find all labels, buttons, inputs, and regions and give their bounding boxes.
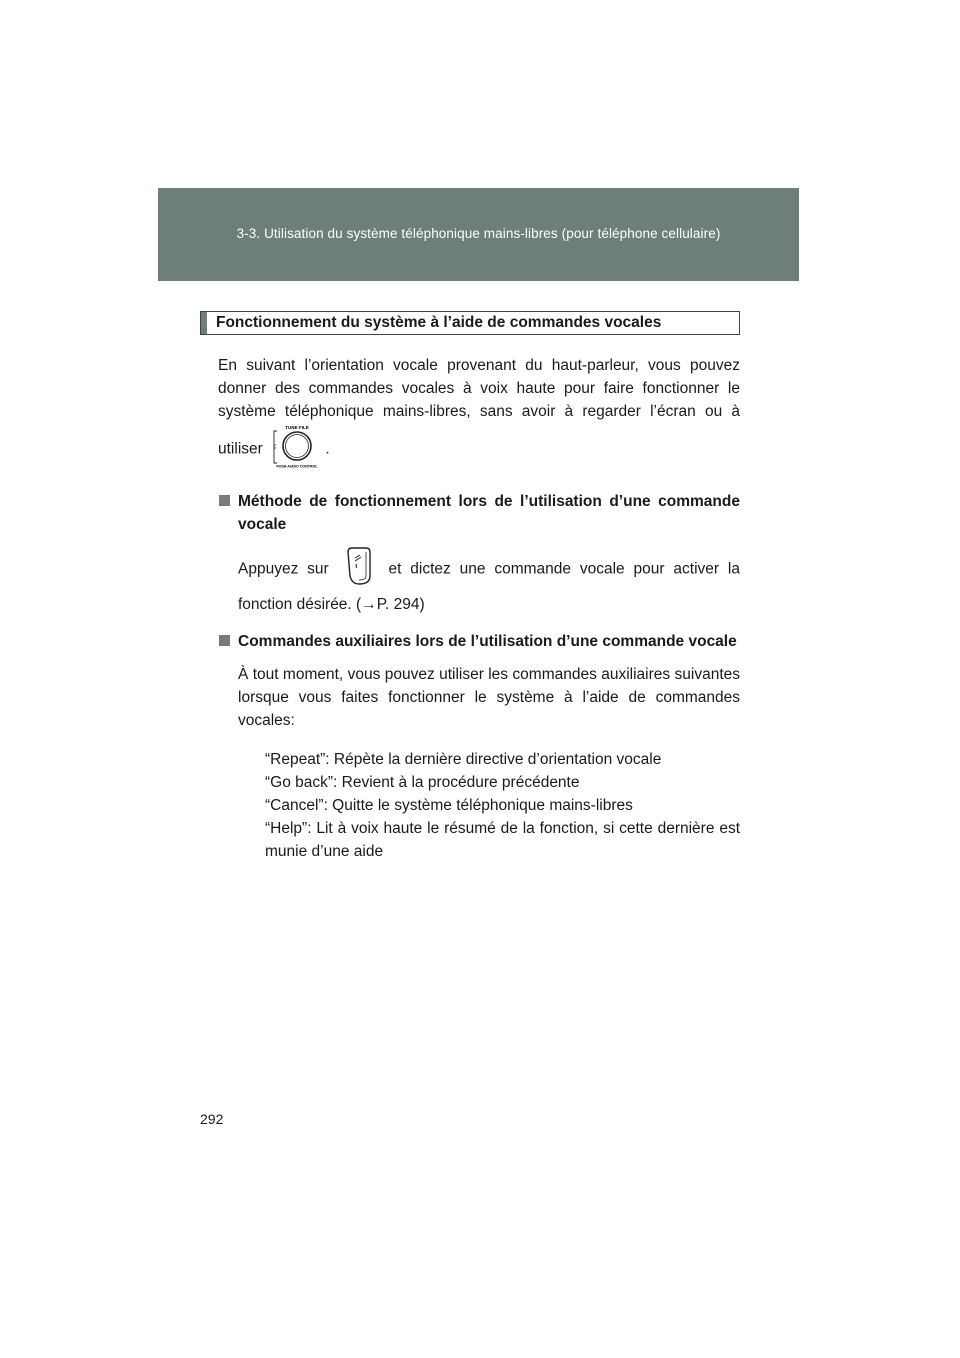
intro-text-end: . <box>325 440 330 458</box>
section-operation-method <box>200 490 740 616</box>
heading-accent-bar <box>201 312 207 334</box>
intro-text: En suivant l’orientation vocale provenant du haut-parleur, vous pouvez donner des commandes vocales à voix haute pour faire fonctionner le système téléphonique mains-libres, sans avoir à regarder l’écran ou à utiliser <box>218 357 740 458</box>
boxed-heading <box>200 311 740 335</box>
section-auxiliary-commands <box>200 630 740 863</box>
page-content <box>200 311 740 863</box>
bullet-square-icon <box>219 635 230 646</box>
instruction-start: Appuyez sur <box>238 560 329 578</box>
command-go-back: “Go back”: Revient à la procédure précédente <box>265 774 580 791</box>
knob-label-bottom: PUSH AUDIO CONTROL <box>276 464 318 469</box>
page-number: 292 <box>200 1111 224 1127</box>
intro-paragraph <box>200 354 740 476</box>
page-reference: P. 294) <box>376 596 425 613</box>
bullet-square-icon <box>219 495 230 506</box>
section-title-auxiliary: Commandes auxiliaires lors de l’utilisation d’une commande vocale <box>238 633 737 650</box>
command-repeat: “Repeat”: Répète la dernière directive d’orientation vocale <box>265 751 662 768</box>
tune-file-knob-icon <box>271 423 317 476</box>
section-title: 3-3. Utilisation du système téléphonique mains-libres (pour téléphone cellulaire) <box>236 226 721 241</box>
talk-switch-icon <box>346 546 372 593</box>
command-help: “Help”: Lit à voix haute le résumé de la fonction, si cette dernière est munie d’une aide <box>265 820 740 860</box>
section-title-operation: Méthode de fonctionnement lors de l’utilisation d’une commande vocale <box>238 493 740 533</box>
command-list <box>218 748 740 863</box>
operation-instruction <box>218 546 740 616</box>
command-cancel: “Cancel”: Quitte le système téléphonique mains-libres <box>265 797 633 814</box>
chapter-header-band <box>158 188 799 281</box>
auxiliary-description: À tout moment, vous pouvez utiliser les commandes auxiliaires suivantes lorsque vous faites fonctionner le système à l’aide de commandes vocales: <box>238 666 740 729</box>
instruction-middle: et dictez une commande vocale pour activer la fonction désirée. ( <box>238 560 740 613</box>
knob-label-top: TUNE·FILE <box>285 425 309 430</box>
heading-text: Fonctionnement du système à l’aide de commandes vocales <box>216 314 662 331</box>
page-ref-arrow-icon: → <box>361 596 377 613</box>
